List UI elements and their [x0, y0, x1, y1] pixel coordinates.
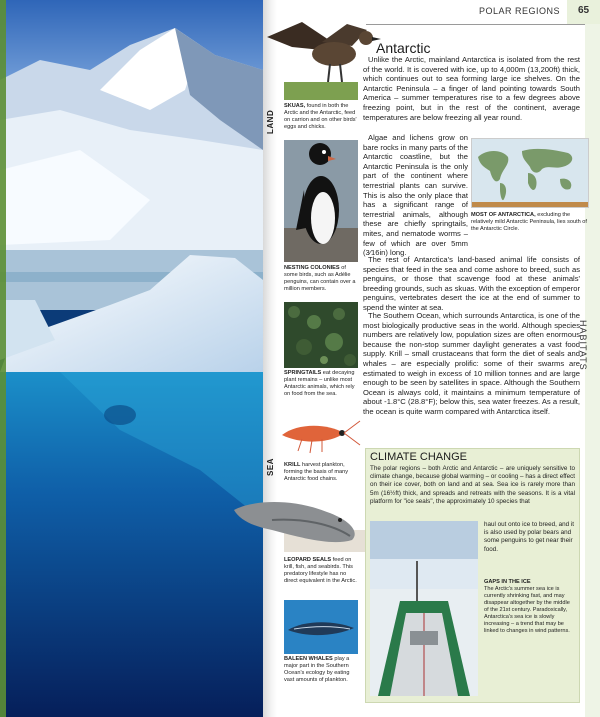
ship-photo — [370, 521, 478, 696]
caption-skuas: SKUAS, found in both the Arctic and the Antarctic, feed on carrion and on other birds' eggs and chicks. — [284, 103, 357, 130]
caption-gaps-in-ice: GAPS IN THE ICE The Arctic's summer sea ice is currently shrinking fast, and may disappear altogether by the middle of the 21st century. Paradoxically, Antarctica's sea ice is slowly increasing – a trend that may be linked to changes in wind patterns. — [484, 579, 570, 634]
iceberg-illustration — [0, 0, 263, 717]
climate-change-box — [365, 448, 580, 703]
skua-ground — [284, 82, 358, 100]
climate-heading: CLIMATE CHANGE — [370, 451, 467, 463]
body-paragraph-4: The Southern Ocean, which surrounds Antarctica, is one of the most biologically productive seas in the world. Although species numbers are relatively low, population sizes are often enormous because the non-stop summer daylight generates a vast food supply. Krill – small crustaceans that form the diet of seals and whales – are especially prolific: some of their swarms are estimated to weigh in excess of 10 million tonnes and are large enough to be seen by satellites in space. Although the Southern Ocean is always cold, it maintains a minimum temperature of about -1.8°C (28.8°F); below this, sea water freezes. As a result, the ocean is quite warm compared with Antarctica itself. — [363, 311, 580, 416]
caption-springtails: SPRINGTAILS eat decaying plant remains – unlike most Antarctic animals, which rely on food from the sea. — [284, 370, 355, 397]
krill-image — [272, 415, 362, 457]
body-paragraph-1: Unlike the Arctic, mainland Antarctica is isolated from the rest of the world. It is covered with ice, up to 4,000m (13,200ft) thick, which continues out to sea forming large ice shelves. On the Antarctic Peninsula – a finger of land pointing towards South America – summer temperatures rise to a few degrees above freezing point, but in the rest of the continent, average temperatures are below freezing all year round. — [363, 55, 580, 122]
penguin-image — [284, 140, 358, 262]
caption-leopard-seal: LEOPARD SEALS feed on krill, fish, and seabirds. This predatory lifestyle has no direct equivalent in the Arctic. — [284, 557, 357, 584]
leopard-seal-image — [232, 490, 367, 552]
chapter-title: POLAR REGIONS — [478, 6, 560, 16]
page-header — [366, 0, 600, 24]
section-title: Antarctic — [376, 40, 431, 56]
caption-nesting: NESTING COLONIES of some birds, such as Adélie penguins, can contain over a million members. — [284, 265, 356, 292]
page-spine — [263, 0, 277, 717]
iceberg-photo — [0, 0, 263, 717]
land-label: LAND — [266, 109, 275, 134]
habitats-side-tab: HABITATS — [578, 320, 588, 371]
climate-text-continued: haul out onto ice to breed, and it is also used by polar bears and some penguins to get near their food. — [484, 521, 574, 553]
caption-krill: KRILL harvest plankton, forming the basis of many Antarctic food chains. — [284, 462, 349, 482]
springtails-image — [284, 302, 358, 368]
body-paragraph-2: Algae and lichens grow on bare rocks in many parts of the Antarctic coastline, but the Antarctic Peninsula is the only part of the continent where terrestrial plants can survive. This is also the only place that has a significant range of terrestrial animals, although these are chiefly springtails, mites, and nematode worms – few of which are over 5mm (3⁄16in) long. — [363, 133, 468, 258]
world-map — [471, 138, 589, 208]
climate-text: The polar regions – both Arctic and Antarctic – are uniquely sensitive to climate change, because global warming – or cooling – has a direct effect on their ice cover, both on land and at sea. Sea ice is rarely more than 5m (16½ft) thick, and spreads and retreats with the seasons. It is a vital platform for "ice seals", the approximately 10 species that — [370, 465, 575, 505]
caption-map: MOST OF ANTARCTICA, excluding the relatively mild Antarctic Peninsula, lies south of the Antarctic Circle. — [471, 212, 587, 232]
page-number: 65 — [567, 0, 600, 24]
baleen-whale-image — [284, 600, 358, 654]
header-divider — [366, 24, 600, 25]
body-paragraph-3: The rest of Antarctica's land-based animal life consists of species that feed in the sea and come ashore to breed, such as penguins, or those that scavenge food at these animals' breeding grounds, such as skuas. With the exception of emperor penguins, vertebrates desert the ice at the end of summer to spend the winter at sea. — [363, 255, 580, 312]
caption-baleen-whales: BALEEN WHALES play a major part in the Southern Ocean's ecology by eating vast amounts of plankton. — [284, 656, 350, 683]
sea-label: SEA — [266, 458, 275, 476]
